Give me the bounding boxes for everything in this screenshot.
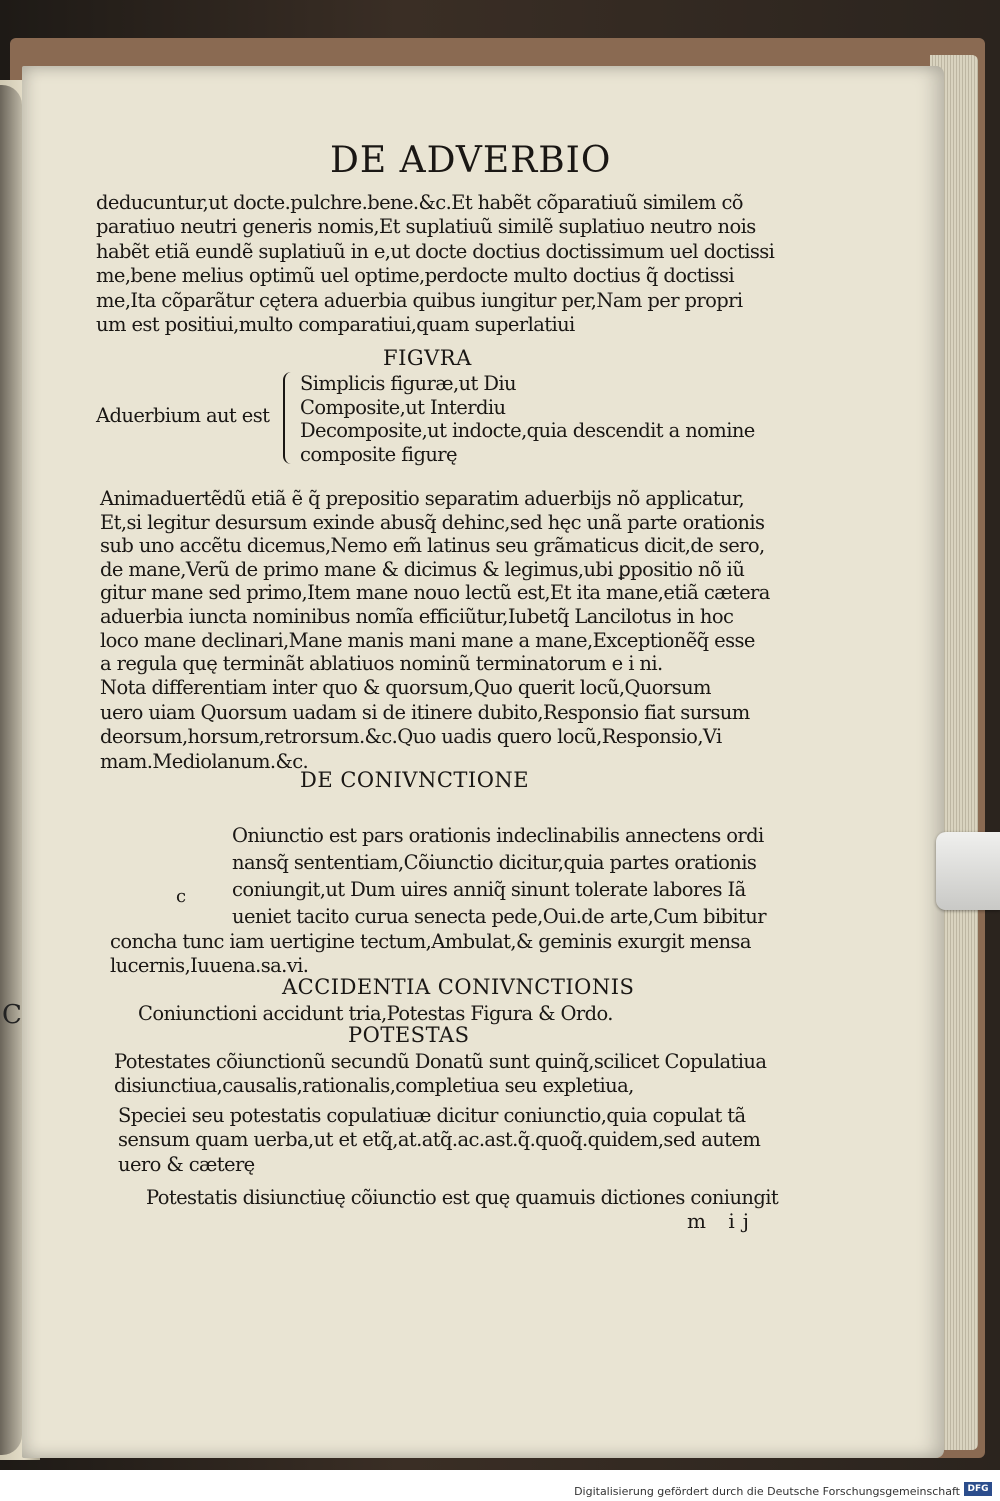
paragraph-animaduertendum: [100, 487, 770, 676]
text-line: uero uiam Quorsum uadam si de itinere dubito,Responsio fiat sursum: [100, 700, 750, 724]
section-heading-accidentia: ACCIDENTIA CONIVNCTIONIS: [282, 975, 635, 999]
text-line: composite figurę: [300, 442, 457, 466]
text-line: Potestates cõiunctionũ secundũ Donatũ sunt quinq̃,scilicet Copulatiua: [114, 1050, 767, 1073]
dfg-logo: DFG: [964, 1482, 992, 1496]
paragraph-adverbio: [96, 191, 774, 337]
text-line: me,Ita cõparãtur cętera aduerbia quibus iungitur per,Nam per propri: [96, 288, 743, 312]
paragraph-coniunctio-cont: [110, 930, 751, 979]
text-line: coniungit,ut Dum uires anniq̃ sinunt tolerate labores Iã: [232, 878, 746, 901]
text-line: Animaduertẽdũ etiã ẽ q̃ prepositio separatim aduerbijs nõ applicatur,: [100, 487, 745, 510]
text-line: me,bene melius optimũ uel optime,perdocte multo doctius q̃ doctissi: [96, 264, 735, 288]
paragraph-quo-quorsum: [100, 676, 750, 774]
section-heading-figura: FIGVRA: [383, 346, 472, 370]
figura-list: [300, 372, 755, 466]
text-line: concha tunc iam uertigine tectum,Ambulat,& geminis exurgit mensa: [110, 930, 751, 953]
facing-page-curl: [0, 85, 22, 1455]
text-line: ueniet tacito curua senecta pede,Oui.de arte,Cum bibitur: [232, 905, 766, 928]
text-line: sensum quam uerba,ut et etq̃,at.atq̃.ac.ast.q̃.quoq̃.quidem,sed autem: [118, 1128, 761, 1152]
text-line: Et,si legitur desursum exinde abusq̃ dehinc,sed hęc unã parte orationis: [100, 510, 765, 534]
text-line: nansq̃ sententiam,Cõiunctio dicitur,quia partes orationis: [232, 851, 757, 874]
bookmark-clip: [936, 832, 1000, 910]
page-heading: DE ADVERBIO: [330, 140, 612, 181]
initial-letter-guide: c: [176, 886, 187, 907]
text-line: habẽt etiã eundẽ suplatiuũ in e,ut docte doctius doctissimum uel doctissi: [96, 239, 775, 263]
text-line: Oniunctio est pars orationis indeclinabilis annectens ordi: [232, 824, 764, 847]
text-line: um est positiui,multo comparatiui,quam superlatiui: [96, 312, 575, 336]
text-line: de mane,Verũ de primo mane & dicimus & legimus,ubi ꝑpositio nõ iũ: [100, 557, 745, 581]
text-line: paratiuo neutri generis nomis,Et suplatiuũ similẽ suplatiuo neutro nois: [96, 215, 756, 239]
paragraph-disiunctiua: [146, 1186, 778, 1210]
text-line: Simplicis figuræ,ut Diu: [300, 372, 516, 395]
text-line: deducuntur,ut docte.pulchre.bene.&c.Et habẽt cõparatiuũ similem cõ: [96, 191, 743, 214]
text-line: loco mane declinari,Mane manis mani mane a mane,Exceptionẽq̃ esse: [100, 628, 755, 652]
text-line: disiunctiua,causalis,rationalis,completiua seu expletiua,: [114, 1074, 634, 1098]
text-line: a regula quę terminãt ablatiuos nominũ terminatorum e i ni.: [100, 652, 663, 676]
figura-brace: [283, 372, 295, 464]
signature-mark: m ij: [687, 1209, 757, 1233]
section-heading-potestas: POTESTAS: [348, 1023, 470, 1047]
text-line: Nota differentiam inter quo & quorsum,Quo querit locũ,Quorsum: [100, 676, 711, 699]
paragraph-copulatiua: [118, 1104, 760, 1177]
text-line: deorsum,horsum,retrorsum.&c.Quo uadis quero locũ,Responsio,Vi: [100, 725, 722, 748]
text-line: aduerbia iuncta nominibus nomĩa efficiũtur,Iubetq̃ Lancilotus in hoc: [100, 604, 734, 628]
figura-label: Aduerbium aut est: [96, 404, 270, 427]
paragraph-coniunctio: [232, 822, 766, 930]
accidentia-line: Coniunctioni accidunt tria,Potestas Figura & Ordo.: [138, 1002, 613, 1025]
text-line: Speciei seu potestatis copulatiuæ dicitur coniunctio,quia copulat tã: [118, 1104, 746, 1127]
paragraph-potestates: [114, 1050, 766, 1099]
text-line: gitur mane sed primo,Item mane nouo lectũ est,Et ita mane,etiã cætera: [100, 581, 770, 605]
section-heading-coniunctione: DE CONIVNCTIONE: [300, 768, 530, 792]
text-line: Decomposite,ut indocte,quia descendit a nomine: [300, 419, 755, 442]
facing-page-fragment: C: [2, 1000, 22, 1030]
text-line: mam.Mediolanum.&c.: [100, 749, 309, 773]
text-line: sub uno accẽtu dicemus,Nemo em̃ latinus seu grãmaticus dicit,de sero,: [100, 534, 765, 558]
text-line: Composite,ut Interdiu: [300, 395, 506, 419]
text-line: uero & cæterę: [118, 1152, 255, 1176]
footer-credit: Digitalisierung gefördert durch die Deutsche Forschungsgemeinschaft: [574, 1485, 960, 1498]
text-line: lucernis,Iuuena.sa.vi.: [110, 954, 309, 978]
text-line: Potestatis disiunctiuę cõiunctio est quę quamuis dictiones coniungit: [146, 1186, 779, 1209]
